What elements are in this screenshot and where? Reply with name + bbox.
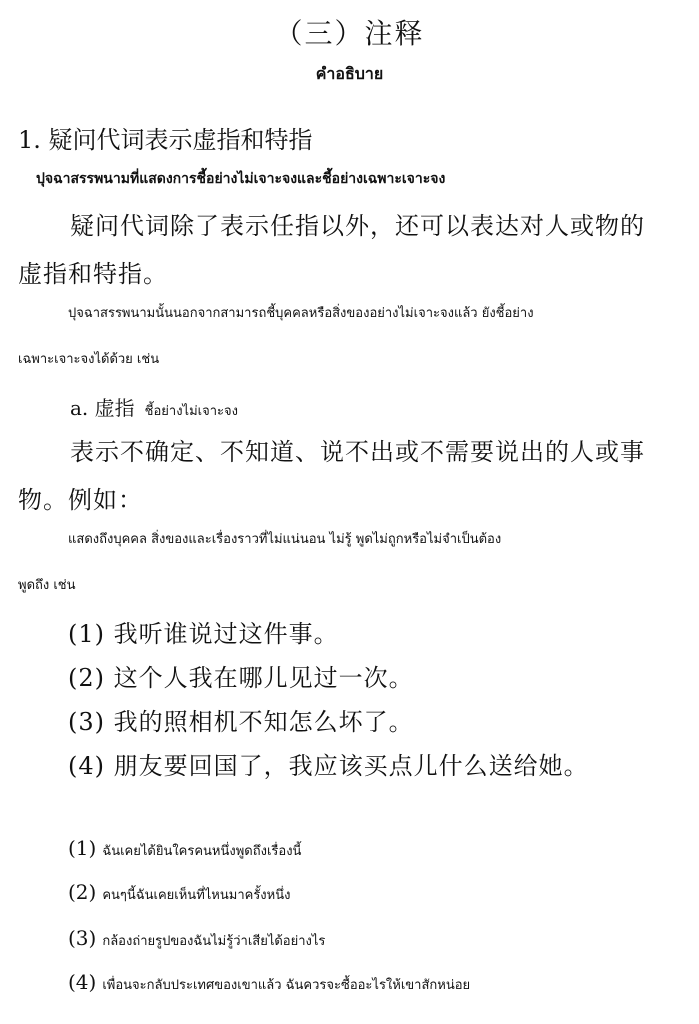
description-chinese-line: 物。例如：	[18, 486, 143, 514]
section-heading-thai: ปุจฉาสรรพนามที่แสดงการชี้อย่างไม่เจาะจงและชี้อย่างเฉพาะเจาะจง	[36, 171, 446, 187]
page-title: （三）注释	[274, 17, 425, 50]
page-subtitle: คำอธิบาย	[315, 64, 384, 83]
example-number: (1)	[68, 836, 97, 860]
paragraph-thai-line: ปุจฉาสรรพนามนั้นนอกจากสามารถชี้บุคคลหรือสิ่งของอย่างไม่เจาะจงแล้ว ยังชี้อย่าง	[68, 306, 534, 321]
subsection-label: a. 虚指	[70, 396, 135, 420]
example-thai	[68, 926, 325, 951]
paragraph-chinese-line: 疑问代词除了表示任指以外，还可以表达对人或物的	[70, 212, 645, 240]
example-thai-text: กล้องถ่ายรูปของฉันไม่รู้ว่าเสียได้อย่างไร	[102, 934, 326, 949]
example-thai-text: เพื่อนจะกลับประเทศของเขาแล้ว ฉันควรจะซื้ออะไรให้เขาสักหน่อย	[102, 978, 471, 993]
description-thai-line: แสดงถึงบุคคล สิ่งของและเรื่องราวที่ไม่แน่นอน ไม่รู้ พูดไม่ถูกหรือไม่จำเป็นต้อง	[68, 532, 502, 547]
example-thai	[68, 836, 301, 861]
example-chinese: (2) 这个人我在哪儿见过一次。	[68, 664, 414, 692]
example-number: (2)	[68, 880, 97, 904]
example-thai	[68, 880, 290, 905]
example-number: (4)	[68, 970, 97, 994]
example-thai-text: คนๆนี้ฉันเคยเห็นที่ไหนมาครั้งหนึ่ง	[102, 888, 291, 903]
example-chinese: (1) 我听谁说过这件事。	[68, 620, 339, 648]
subsection-heading	[70, 392, 238, 421]
example-thai-text: ฉันเคยได้ยินใครคนหนึ่งพูดถึงเรื่องนี้	[102, 844, 302, 859]
example-chinese: (3) 我的照相机不知怎么坏了。	[68, 708, 414, 736]
paragraph-thai-line: เฉพาะเจาะจงได้ด้วย เช่น	[18, 352, 160, 367]
paragraph-chinese-line: 虚指和特指。	[18, 260, 168, 288]
subsection-label-thai: ชี้อย่างไม่เจาะจง	[144, 404, 238, 419]
example-chinese: (4) 朋友要回国了，我应该买点儿什么送给她。	[68, 752, 589, 780]
section-heading: 1. 疑问代词表示虚指和特指	[18, 126, 313, 154]
example-thai	[68, 970, 470, 995]
example-number: (3)	[68, 926, 97, 950]
description-thai-line: พูดถึง เช่น	[18, 578, 76, 593]
description-chinese-line: 表示不确定、不知道、说不出或不需要说出的人或事	[70, 438, 645, 466]
